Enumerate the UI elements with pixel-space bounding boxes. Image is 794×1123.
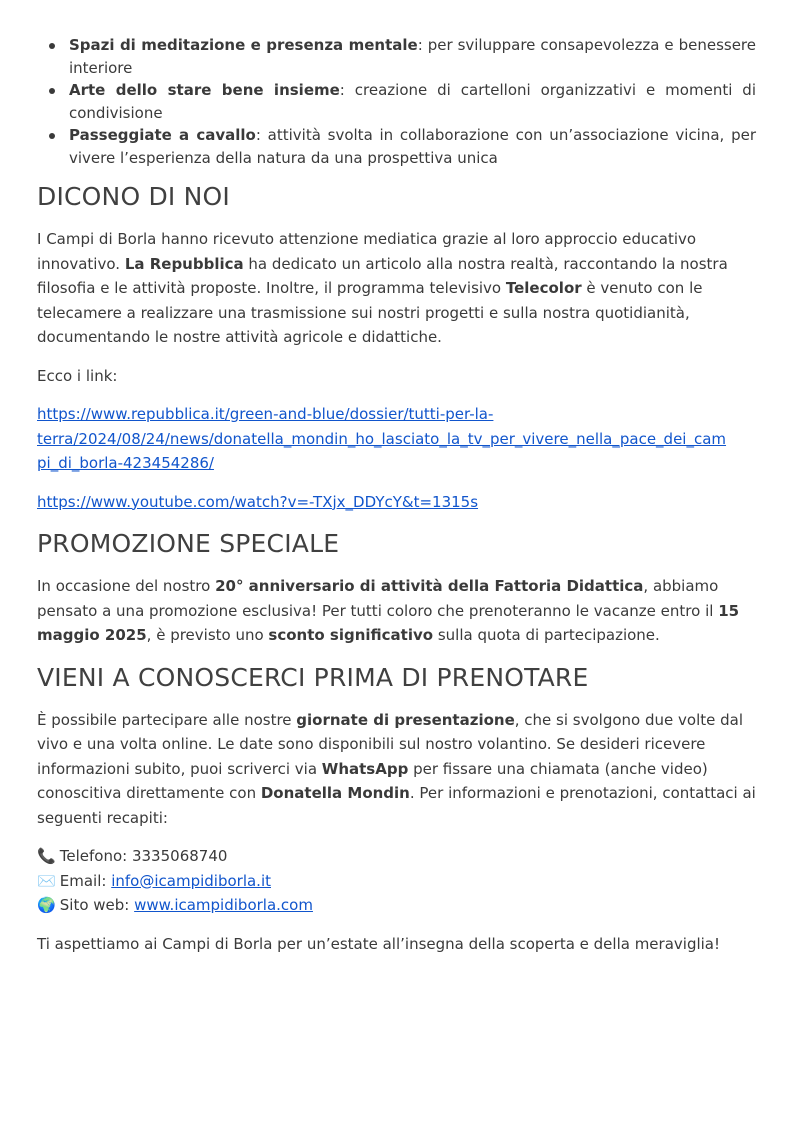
website-line: 🌍 Sito web: www.icampidiborla.com — [37, 893, 756, 918]
bullet-icon — [49, 133, 55, 139]
list-item: Passeggiate a cavallo: attività svolta in collaborazione con un’associazione vicina, per vivere l’esperienza della natura da una prospettiva unica — [37, 124, 756, 169]
globe-icon: 🌍 — [37, 896, 56, 914]
paragraph-vieni: È possibile partecipare alle nostre giornate di presentazione, che si svolgono due volte dal vivo e una volta online. Le date sono disponibili sul nostro volantino. Se desideri ricevere informazioni subito, puoi scriverci via WhatsApp per fissare una chiamata (anche video) conoscitiva direttamente con Donatella Mondin. Per informazioni e prenotazioni, contattaci ai seguenti recapiti: — [37, 710, 756, 827]
bullet-icon — [49, 43, 55, 49]
contact-list — [37, 844, 756, 918]
youtube-link[interactable]: https://www.youtube.com/watch?v=-TXjx_DDYcY&t=1315s — [37, 492, 479, 511]
email-link[interactable]: info@icampidiborla.it — [111, 871, 271, 890]
website-link[interactable]: www.icampidiborla.com — [134, 896, 313, 914]
mail-icon: ✉️ — [37, 871, 56, 890]
phone-icon: 📞 — [37, 847, 56, 865]
closing-sentence: Ti aspettiamo ai Campi di Borla per un’estate all’insegna della scoperta e della meraviglia! — [37, 934, 721, 953]
phone-line: 📞 Telefono: 3335068740 — [37, 844, 756, 869]
repubblica-link[interactable]: https://www.repubblica.it/green-and-blue/dossier/tutti-per-la- terra/2024/08/24/news/donatella_mondin_ho_lasciato_la_tv_per_vivere_nella_pace_dei_cam pi_di_borla-423454286/ — [37, 405, 727, 472]
heading-vieni: VIENI A CONOSCERCI PRIMA DI PRENOTARE — [37, 662, 589, 692]
heading-promozione: PROMOZIONE SPECIALE — [37, 529, 340, 558]
paragraph-media: I Campi di Borla hanno ricevuto attenzione mediatica grazie al loro approccio educativo innovativo. La Repubblica ha dedicato un articolo alla nostra realtà, raccontando la nostra filosofia e le attività proposte. Inoltre, il programma televisivo Telecolor è venuto con le telecamere a realizzare una trasmissione sui nostri progetti e sulla nostra quotidianità, documentando le nostre attività agricole e didattiche. — [37, 230, 728, 346]
paragraph-promo: In occasione del nostro 20° anniversario di attività della Fattoria Didattica, abbiamo pensato a una promozione esclusiva! Per tutti coloro che prenoteranno le vacanze entro il 15 maggio 2025, è previsto uno sconto significativo sulla quota di partecipazione. — [37, 577, 740, 644]
links-intro: Ecco i link: — [37, 366, 118, 385]
document-page — [37, 34, 756, 956]
email-line: ✉️ Email: info@icampidiborla.it — [37, 869, 756, 894]
bullet-icon — [49, 88, 55, 94]
list-item: Arte dello stare bene insieme: creazione di cartelloni organizzativi e momenti di condivisione — [37, 79, 756, 124]
list-item: Spazi di meditazione e presenza mentale: per sviluppare consapevolezza e benessere interiore — [37, 34, 756, 79]
heading-dicono-di-noi: DICONO DI NOI — [37, 182, 231, 211]
activity-list — [37, 34, 756, 169]
